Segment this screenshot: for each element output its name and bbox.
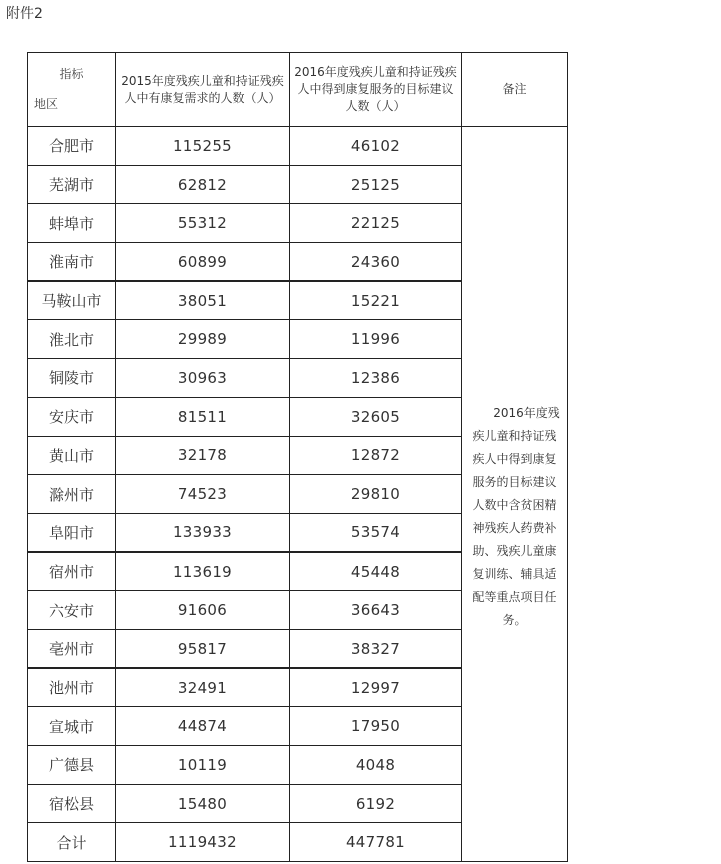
region-cell: 安庆市 — [28, 397, 116, 436]
region-cell: 宿松县 — [28, 784, 116, 823]
region-cell: 六安市 — [28, 591, 116, 630]
need-count-cell: 95817 — [116, 629, 290, 668]
note-cell: 2016年度残疾儿童和持证残疾人中得到康复服务的目标建议人数中含贫困精神残疾人药费补助、残疾儿童康复训练、辅具适配等重点项目任务。 — [462, 127, 568, 862]
need-count-cell: 113619 — [116, 552, 290, 591]
target-count-cell: 12872 — [290, 436, 462, 475]
target-column-header: 2016年度残疾儿童和持证残疾人中得到康复服务的目标建议人数（人） — [290, 53, 462, 127]
need-count-cell: 60899 — [116, 243, 290, 282]
region-cell: 淮南市 — [28, 243, 116, 282]
region-cell: 宣城市 — [28, 707, 116, 746]
target-count-cell: 32605 — [290, 397, 462, 436]
need-count-cell: 32491 — [116, 668, 290, 707]
need-count-cell: 74523 — [116, 475, 290, 514]
region-cell: 铜陵市 — [28, 359, 116, 398]
region-cell: 淮北市 — [28, 320, 116, 359]
target-count-cell: 25125 — [290, 165, 462, 204]
target-count-cell: 4048 — [290, 746, 462, 785]
target-count-cell: 45448 — [290, 552, 462, 591]
note-column-header: 备注 — [462, 53, 568, 127]
target-count-cell: 29810 — [290, 475, 462, 514]
need-count-cell: 133933 — [116, 513, 290, 552]
region-cell: 亳州市 — [28, 629, 116, 668]
region-cell: 蚌埠市 — [28, 204, 116, 243]
need-count-cell: 38051 — [116, 281, 290, 320]
target-count-cell: 11996 — [290, 320, 462, 359]
target-count-cell: 15221 — [290, 281, 462, 320]
region-cell: 黄山市 — [28, 436, 116, 475]
need-count-cell: 1119432 — [116, 823, 290, 862]
need-column-header: 2015年度残疾儿童和持证残疾人中有康复需求的人数（人） — [116, 53, 290, 127]
target-count-cell: 38327 — [290, 629, 462, 668]
target-count-cell: 447781 — [290, 823, 462, 862]
table-row — [28, 127, 568, 166]
target-count-cell: 53574 — [290, 513, 462, 552]
target-count-cell: 36643 — [290, 591, 462, 630]
need-count-cell: 30963 — [116, 359, 290, 398]
region-cell: 广德县 — [28, 746, 116, 785]
need-count-cell: 29989 — [116, 320, 290, 359]
region-label: 地区 — [34, 97, 59, 111]
need-count-cell: 81511 — [116, 397, 290, 436]
target-count-cell: 46102 — [290, 127, 462, 166]
header-row — [28, 53, 568, 127]
need-count-cell: 91606 — [116, 591, 290, 630]
need-count-cell: 15480 — [116, 784, 290, 823]
need-count-cell: 62812 — [116, 165, 290, 204]
indicator-label: 指标 — [59, 67, 84, 81]
attachment-label: 附件2 — [6, 6, 43, 22]
region-cell: 合肥市 — [28, 127, 116, 166]
region-cell: 马鞍山市 — [28, 281, 116, 320]
table-body — [28, 53, 568, 862]
need-count-cell: 44874 — [116, 707, 290, 746]
target-count-cell: 12386 — [290, 359, 462, 398]
target-count-cell: 24360 — [290, 243, 462, 282]
target-count-cell: 17950 — [290, 707, 462, 746]
region-cell: 合计 — [28, 823, 116, 862]
need-count-cell: 55312 — [116, 204, 290, 243]
data-table — [27, 52, 568, 862]
target-count-cell: 6192 — [290, 784, 462, 823]
region-cell: 池州市 — [28, 668, 116, 707]
region-cell: 滁州市 — [28, 475, 116, 514]
target-count-cell: 22125 — [290, 204, 462, 243]
need-count-cell: 32178 — [116, 436, 290, 475]
region-cell: 宿州市 — [28, 552, 116, 591]
corner-header-cell — [28, 53, 116, 127]
target-count-cell: 12997 — [290, 668, 462, 707]
region-cell: 阜阳市 — [28, 513, 116, 552]
need-count-cell: 115255 — [116, 127, 290, 166]
region-cell: 芜湖市 — [28, 165, 116, 204]
need-count-cell: 10119 — [116, 746, 290, 785]
